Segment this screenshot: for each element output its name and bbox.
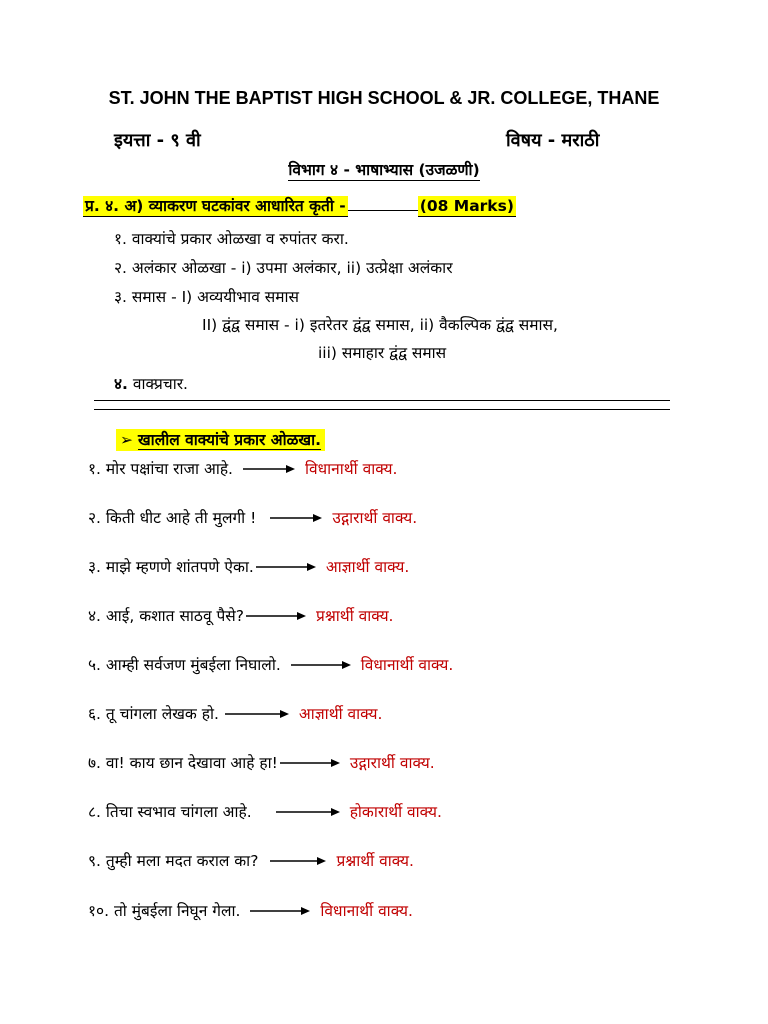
question-text: प्र. ४. अ) व्याकरण घटकांवर आधारित कृती -	[85, 197, 346, 215]
right-arrow-icon	[276, 807, 340, 817]
section-title-text: विभाग ४ - भाषाभ्यास (उजळणी)	[288, 161, 480, 179]
exercise-heading-highlight	[116, 429, 325, 451]
right-arrow-icon	[243, 464, 295, 474]
topic-idioms	[114, 372, 188, 394]
question-heading	[83, 194, 516, 216]
sentence-text: १०. तो मुंबईला निघून गेला.	[88, 901, 241, 920]
sentence-type-answer: विधानार्थी वाक्य.	[304, 459, 398, 478]
sentence-row	[88, 701, 382, 725]
sentence-row	[88, 505, 417, 529]
sentence-text: ९. तुम्ही मला मदत कराल का?	[88, 851, 259, 870]
sentence-row	[88, 750, 435, 774]
section-title	[0, 158, 768, 180]
sentence-text: ६. तू चांगला लेखक हो.	[88, 704, 219, 723]
sentence-type-answer: उद्गारार्थी वाक्य.	[349, 753, 435, 772]
topic-compounds-samahar: iii) समाहार द्वंद्व समास	[318, 344, 447, 362]
right-arrow-icon	[225, 709, 289, 719]
sentence-row	[88, 898, 413, 922]
right-arrow-icon	[250, 906, 310, 916]
standard-label: इयत्ता - ९ वी	[114, 130, 201, 151]
sentence-text: ४. आई, कशात साठवू पैसे?	[88, 606, 244, 625]
exercise-heading	[116, 428, 325, 450]
sentence-row	[88, 848, 414, 872]
underline-gap	[348, 198, 418, 211]
question-marks: (08 Marks)	[419, 197, 514, 215]
sentence-type-answer: आज्ञार्थी वाक्य.	[325, 557, 410, 576]
topic-compounds-dvandva: II) द्वंद्व समास - i) इतरेतर द्वंद्व समास, ii) वैकल्पिक द्वंद्व समास,	[202, 316, 558, 334]
topic-sentence-types: १. वाक्यांचे प्रकार ओळखा व रुपांतर करा.	[114, 230, 349, 248]
sentence-text: १. मोर पक्षांचा राजा आहे.	[88, 459, 233, 478]
subject-label: विषय - मराठी	[506, 130, 600, 151]
topic-compounds: ३. समास - I) अव्ययीभाव समास	[114, 288, 299, 306]
sentence-type-answer: विधानार्थी वाक्य.	[360, 655, 454, 674]
exercise-heading-text: खालील वाक्यांचे प्रकार ओळखा.	[138, 431, 321, 449]
sentence-type-answer: प्रश्नार्थी वाक्य.	[316, 606, 394, 625]
school-name: ST. JOHN THE BAPTIST HIGH SCHOOL & JR. COLLEGE, THANE	[108, 88, 660, 108]
right-arrow-icon	[291, 660, 351, 670]
sentence-text: ८. तिचा स्वभाव चांगला आहे.	[88, 802, 252, 821]
right-arrow-icon	[246, 611, 306, 621]
right-arrow-icon	[256, 562, 316, 572]
sentence-type-answer: उद्गारार्थी वाक्य.	[332, 508, 418, 527]
sentence-type-answer: विधानार्थी वाक्य.	[320, 901, 413, 920]
right-arrow-icon	[280, 758, 340, 768]
topic-idioms-number: ४.	[114, 375, 128, 393]
sentence-text: ३. माझे म्हणणे शांतपणे ऐका.	[88, 557, 254, 576]
right-arrow-icon	[270, 513, 322, 523]
sentence-text: ५. आम्ही सर्वजण मुंबईला निघालो.	[88, 655, 281, 674]
double-rule-divider	[94, 400, 670, 410]
sentence-text: ७. वा! काय छान देखावा आहे हा!	[88, 753, 278, 772]
sentence-row	[88, 603, 393, 627]
right-arrow-icon	[270, 856, 326, 866]
sentence-row	[88, 799, 442, 823]
sentence-type-answer: होकारार्थी वाक्य.	[349, 802, 442, 821]
topic-idioms-text: वाक्प्रचार.	[127, 375, 188, 393]
sentence-row	[88, 554, 409, 578]
arrow-bullet-icon: ➢	[120, 431, 133, 449]
sentence-row	[88, 652, 453, 676]
sentence-text: २. किती धीट आहे ती मुलगी !	[88, 508, 257, 527]
sentence-type-answer: प्रश्नार्थी वाक्य.	[336, 851, 414, 870]
sentence-row	[88, 456, 397, 480]
topic-figures-of-speech: २. अलंकार ओळखा - i) उपमा अलंकार, ii) उत्प्रेक्षा अलंकार	[114, 259, 453, 277]
sentence-type-answer: आज्ञार्थी वाक्य.	[298, 704, 383, 723]
